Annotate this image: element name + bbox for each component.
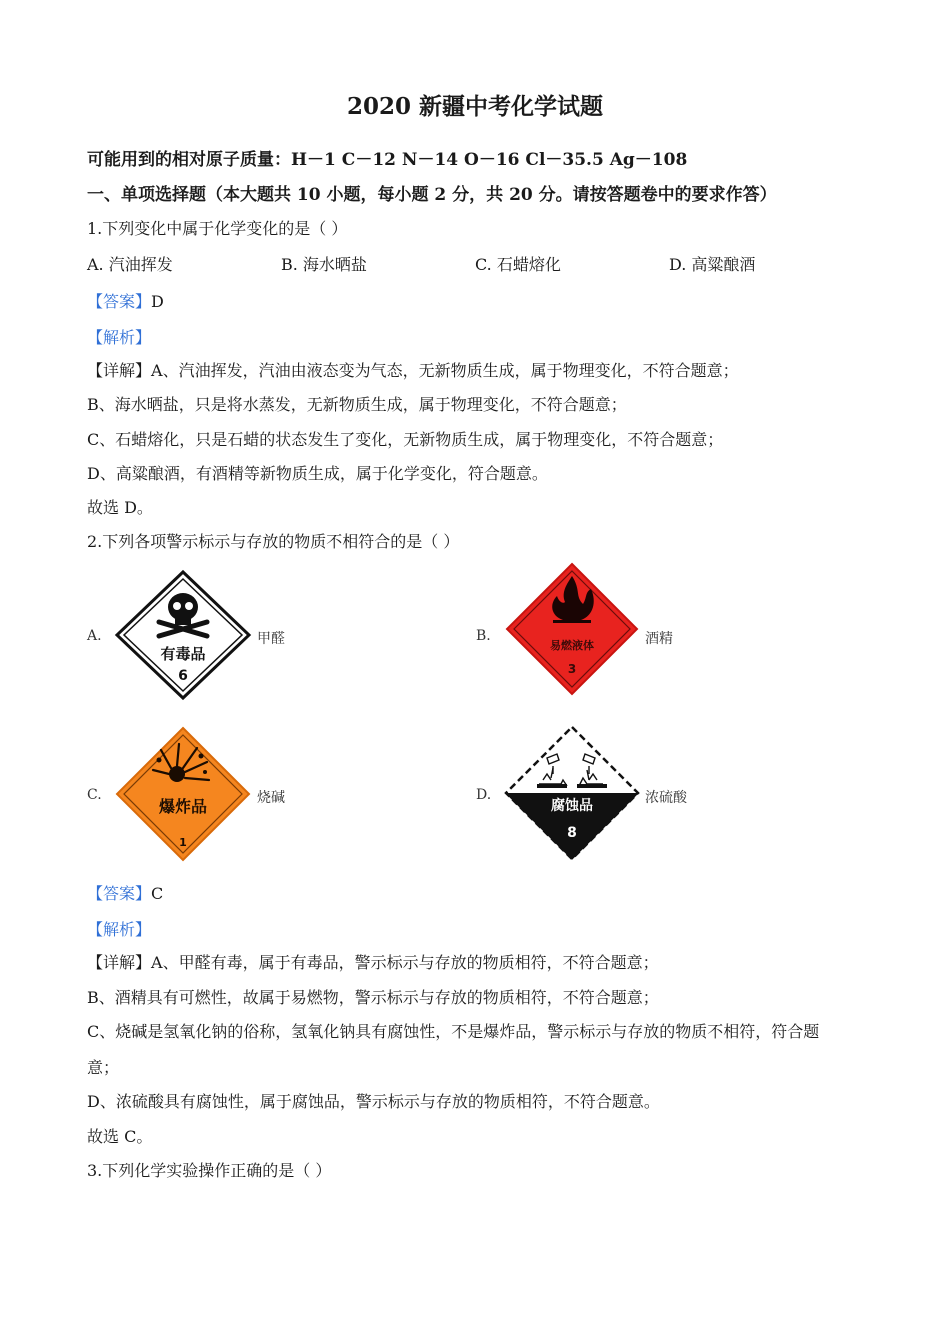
q1-answer [87,289,164,312]
corrosive-sign-number: 8 [567,825,577,841]
q1-detail-2: B、海水晒盐，只是将水蒸发，无新物质生成，属于物理变化，不符合题意； [87,395,627,414]
flammable-liquid-sign-icon [505,562,639,696]
toxic-sign-icon [115,570,251,700]
q2-detail-3: C、烧碱是氢氧化钠的俗称，氢氧化钠具有腐蚀性，不是爆炸品，警示标示与存放的物质不相符，符合题 [87,1022,820,1041]
q1-detail-3: C、石蜡熔化，只是石蜡的状态发生了变化，无新物质生成，属于物理变化，不符合题意； [87,430,724,449]
q1-option-a: A. 汽油挥发 [87,255,173,274]
corrosive-sign-label: 腐蚀品 [551,798,593,814]
q1-option-c: C. 石蜡熔化 [475,255,561,274]
answer-value: D [151,292,164,311]
q1-analysis-tag: 【解析】 [87,328,152,347]
q1-detail-4: D、高粱酿酒，有酒精等新物质生成，属于化学变化，符合题意。 [87,464,548,483]
q2-answer [87,881,163,904]
atomic-mass-line: 可能用到的相对原子质量：H－1 C－12 N－14 O－16 Cl－35.5 Ag－108 [87,150,688,170]
q2-detail-4: D、浓硫酸具有腐蚀性，属于腐蚀品，警示标示与存放的物质相符，不符合题意。 [87,1092,660,1111]
q2-option-b-letter: B. [476,628,491,644]
detail-text: A、甲醛有毒，属于有毒品，警示标示与存放的物质相符，不符合题意； [151,953,659,972]
q2-detail-1 [87,950,659,973]
toxic-sign-number: 6 [178,668,188,684]
explosive-sign-label: 爆炸品 [158,797,208,816]
detail-tag: 【详解】 [87,361,152,380]
answer-tag: 【答案】 [87,292,152,311]
q2-analysis-tag: 【解析】 [87,920,152,939]
q2-option-a-letter: A. [87,628,102,644]
answer-tag: 【答案】 [87,884,152,903]
explosive-sign-icon [115,726,251,862]
q2-option-d-substance: 浓硫酸 [645,790,687,806]
q2-option-d-letter: D. [476,787,492,803]
q1-conclusion: 故选 D。 [87,498,153,517]
corrosive-sign-icon [503,724,641,862]
q2-option-a-substance: 甲醛 [257,631,285,647]
q2-detail-2: B、酒精具有可燃性，故属于易燃物，警示标示与存放的物质相符，不符合题意； [87,988,659,1007]
page-title: 2020 新疆中考化学试题 [346,93,604,120]
q2-detail-3-cont: 意； [87,1058,120,1077]
detail-text: A、汽油挥发，汽油由液态变为气态，无新物质生成，属于物理变化，不符合题意； [151,361,739,380]
toxic-sign-label: 有毒品 [160,645,206,663]
q1-detail-1 [87,358,739,381]
detail-tag: 【详解】 [87,953,152,972]
q3-stem: 3.下列化学实验操作正确的是（ ） [87,1161,332,1180]
q1-option-d: D. 高粱酿酒 [669,255,756,274]
q2-conclusion: 故选 C。 [87,1127,153,1146]
explosive-sign-number: 1 [179,836,187,849]
flammable-sign-number: 3 [567,662,577,676]
section-heading: 一、单项选择题（本大题共 10 小题，每小题 2 分，共 20 分。请按答题卷中的要求作答） [87,185,777,205]
q1-option-b: B. 海水晒盐 [281,255,367,274]
q2-option-b-substance: 酒精 [645,631,673,647]
q2-option-c-substance: 烧碱 [257,790,285,806]
flammable-sign-label: 易燃液体 [550,639,594,652]
q1-stem: 1.下列变化中属于化学变化的是（ ） [87,219,348,238]
answer-value: C [151,884,164,903]
q2-stem: 2.下列各项警示标示与存放的物质不相符合的是（ ） [87,532,460,551]
q2-option-c-letter: C. [87,787,102,803]
